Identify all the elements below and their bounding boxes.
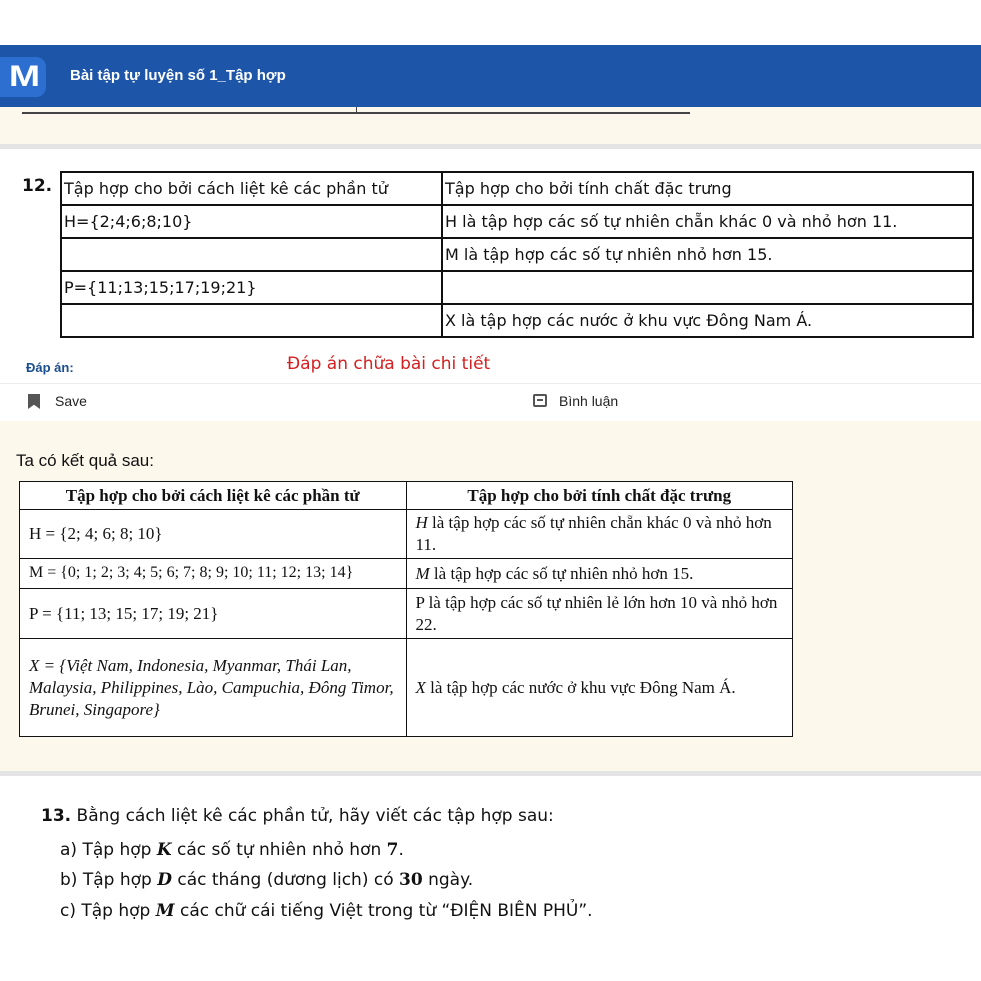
set-listing: P = {11; 13; 15; 17; 19; 21} [29,603,219,623]
table-cell [20,639,407,737]
section-divider [0,771,981,776]
question-number: 12. [22,176,53,196]
question-number: 13. [41,806,72,826]
question-text: Bằng cách liệt kê các phần tử, hãy viết các tập hợp sau: [71,806,554,826]
table-cell [442,271,973,304]
set-listing: = {Việt Nam, Indonesia, Myanmar, Thái Lan, Malaysia, Philippines, Lào, Campuchia, Đông Timor, Brunei, Singapore} [29,655,394,719]
question-table [60,171,974,338]
table-fragment-tick [356,107,357,113]
math-variable: M [155,901,175,921]
table-row [20,510,793,559]
item-text: các chữ cái tiếng Việt trong từ “ĐIỆN BIÊN PHỦ”. [174,901,593,921]
math-number: 7 [386,840,399,860]
math-variable: K [156,840,172,860]
table-row [20,589,793,639]
comment-icon [533,394,547,407]
table-cell [61,238,442,271]
logo-letter: M [8,60,40,93]
table-cell [61,304,442,337]
table-cell [406,589,793,639]
solution-table [19,481,793,737]
table-header-cell: Tập hợp cho bởi tính chất đặc trưng [406,482,793,510]
action-bar [0,384,981,420]
set-property: là tập hợp các nước ở khu vực Đông Nam Á. [425,677,736,697]
table-cell: X là tập hợp các nước ở khu vực Đông Nam Á. [442,304,973,337]
table-row [61,304,973,337]
set-variable: M [415,563,430,583]
set-variable: X [29,655,40,675]
table-header-row [20,482,793,510]
table-cell [20,510,407,559]
table-header-cell: Tập hợp cho bởi cách liệt kê các phần tử [20,482,407,510]
set-property: là tập hợp các số tự nhiên nhỏ hơn 15. [429,563,694,583]
item-text: b) Tập hợp [60,870,158,890]
save-label: Save [55,393,87,409]
page-title: Bài tập tự luyện số 1_Tập hợp [70,67,286,84]
table-cell [20,559,407,589]
table-row [61,172,973,205]
table-row [61,205,973,238]
bookmark-icon [28,394,40,409]
item-text: c) Tập hợp [60,901,156,921]
table-row [61,271,973,304]
set-property: là tập hợp các số tự nhiên chẵn khác 0 và nhỏ hơn 11. [415,513,772,555]
set-variable: X [415,677,426,697]
set-variable: H [415,513,428,532]
table-cell [406,639,793,737]
solution-intro: Ta có kết quả sau: [16,451,154,470]
set-listing: M = {0; 1; 2; 3; 4; 5; 6; 7; 8; 9; 10; 11; 12; 13; 14} [29,564,354,582]
item-text: ngày. [422,870,474,890]
table-cell: Tập hợp cho bởi tính chất đặc trưng [442,172,973,205]
set-property: P là tập hợp các số tự nhiên lẻ lớn hơn 10 và nhỏ hơn 22. [415,592,778,634]
table-cell [406,559,793,589]
math-number: 30 [399,870,423,890]
table-cell: P={11;13;15;17;19;21} [61,271,442,304]
item-text: a) Tập hợp [60,840,157,860]
section-divider [0,144,981,149]
table-cell [20,589,407,639]
table-cell: H là tập hợp các số tự nhiên chẵn khác 0 và nhỏ hơn 11. [442,205,973,238]
item-text: các tháng (dương lịch) có [171,870,400,890]
question-13-title [41,806,554,826]
question-item-a [60,840,404,860]
table-row [20,639,793,737]
item-text: . [398,840,404,860]
table-cell [406,510,793,559]
app-logo[interactable] [0,57,46,97]
table-cell: Tập hợp cho bởi cách liệt kê các phần tử [61,172,442,205]
table-cell: M là tập hợp các số tự nhiên nhỏ hơn 15. [442,238,973,271]
table-row [61,238,973,271]
item-text: các số tự nhiên nhỏ hơn [171,840,387,860]
table-row [20,559,793,589]
answer-label: Đáp án: [26,360,74,375]
comment-label: Bình luận [559,393,619,409]
question-item-b [60,870,473,890]
set-listing: H = {2; 4; 6; 8; 10} [29,524,163,544]
math-variable: D [157,870,172,890]
detailed-answer-link[interactable]: Đáp án chữa bài chi tiết [287,354,491,374]
table-cell: H={2;4;6;8;10} [61,205,442,238]
question-item-c [60,901,593,921]
